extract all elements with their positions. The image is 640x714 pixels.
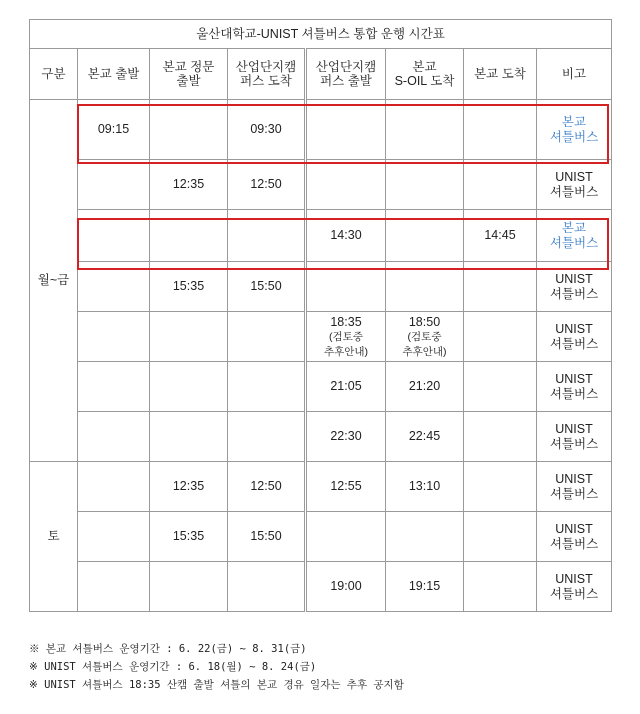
cell — [306, 160, 386, 210]
header-row — [30, 49, 612, 100]
cell — [228, 562, 306, 612]
remark-unist-bus: UNIST 셔틀버스 — [537, 160, 612, 210]
cell — [306, 100, 386, 160]
table-row — [30, 262, 612, 312]
table-row — [30, 462, 612, 512]
remark-campus-bus: 본교 셔틀버스 — [537, 210, 612, 262]
cell — [150, 312, 228, 362]
cell — [78, 512, 150, 562]
cell — [228, 362, 306, 412]
cell: 12:50 — [228, 160, 306, 210]
cell — [386, 262, 464, 312]
cell: 15:35 — [150, 262, 228, 312]
cell — [464, 100, 537, 160]
cell — [78, 462, 150, 512]
cell: 14:45 — [464, 210, 537, 262]
remark-unist-bus: UNIST 셔틀버스 — [537, 262, 612, 312]
cell — [78, 412, 150, 462]
cell: 21:05 — [306, 362, 386, 412]
cell — [150, 412, 228, 462]
cell — [228, 412, 306, 462]
timetable-grid — [29, 19, 612, 612]
cell — [150, 210, 228, 262]
header-campus-departure: 본교 출발 — [78, 49, 150, 100]
cell: 22:30 — [306, 412, 386, 462]
cell — [306, 262, 386, 312]
cell — [464, 160, 537, 210]
cell: 19:00 — [306, 562, 386, 612]
remark-unist-bus: UNIST 셔틀버스 — [537, 312, 612, 362]
table-row — [30, 100, 612, 160]
remark-unist-bus: UNIST 셔틀버스 — [537, 362, 612, 412]
cell — [386, 100, 464, 160]
cell — [464, 412, 537, 462]
header-soil-arrival: 본교 S-OIL 도착 — [386, 49, 464, 100]
cell: 22:45 — [386, 412, 464, 462]
table-row — [30, 512, 612, 562]
cell: 14:30 — [306, 210, 386, 262]
cell — [78, 160, 150, 210]
footnote: ※ UNIST 셔틀버스 운영기간 : 6. 18(월) ~ 8. 24(금) — [29, 661, 317, 673]
table-row — [30, 210, 612, 262]
cell — [78, 362, 150, 412]
footnote: ※ 본교 셔틀버스 운영기간 : 6. 22(금) ~ 8. 31(금) — [29, 643, 307, 655]
table-row — [30, 562, 612, 612]
cell: 15:50 — [228, 512, 306, 562]
page-title: 울산대학교-UNIST 셔틀버스 통합 운행 시간표 — [30, 20, 612, 49]
cell — [78, 312, 150, 362]
group-saturday: 토 — [30, 462, 78, 612]
header-remarks: 비고 — [537, 49, 612, 100]
cell — [228, 312, 306, 362]
cell: 15:50 — [228, 262, 306, 312]
table-row — [30, 362, 612, 412]
table-row — [30, 412, 612, 462]
cell: 09:15 — [78, 100, 150, 160]
header-campus-arrival: 본교 도착 — [464, 49, 537, 100]
cell: 12:55 — [306, 462, 386, 512]
cell — [78, 262, 150, 312]
header-main-gate-departure: 본교 정문 출발 — [150, 49, 228, 100]
cell-with-review: 18:50 (검토중 추후안내) — [386, 312, 464, 362]
timetable — [29, 19, 612, 612]
header-industrial-departure: 산업단지캠 퍼스 출발 — [306, 49, 386, 100]
cell — [386, 210, 464, 262]
cell — [464, 312, 537, 362]
cell: 12:35 — [150, 160, 228, 210]
cell — [464, 562, 537, 612]
cell: 12:50 — [228, 462, 306, 512]
remark-unist-bus: UNIST 셔틀버스 — [537, 512, 612, 562]
cell — [78, 210, 150, 262]
cell: 09:30 — [228, 100, 306, 160]
remark-campus-bus: 본교 셔틀버스 — [537, 100, 612, 160]
cell: 21:20 — [386, 362, 464, 412]
header-industrial-arrival: 산업단지캠 퍼스 도착 — [228, 49, 306, 100]
cell: 19:15 — [386, 562, 464, 612]
cell — [386, 512, 464, 562]
cell: 15:35 — [150, 512, 228, 562]
cell — [150, 562, 228, 612]
header-category: 구분 — [30, 49, 78, 100]
cell — [150, 100, 228, 160]
remark-unist-bus: UNIST 셔틀버스 — [537, 412, 612, 462]
cell-with-review: 18:35 (검토중 추후안내) — [306, 312, 386, 362]
footnotes — [29, 640, 404, 694]
cell: 13:10 — [386, 462, 464, 512]
table-row — [30, 312, 612, 362]
cell — [464, 262, 537, 312]
cell — [464, 512, 537, 562]
footnote: ※ UNIST 셔틀버스 18:35 산캠 출발 셔틀의 본교 경유 일자는 추후 공지함 — [29, 679, 404, 691]
remark-unist-bus: UNIST 셔틀버스 — [537, 462, 612, 512]
cell — [464, 462, 537, 512]
remark-unist-bus: UNIST 셔틀버스 — [537, 562, 612, 612]
cell — [150, 362, 228, 412]
cell — [464, 362, 537, 412]
cell — [306, 512, 386, 562]
cell — [78, 562, 150, 612]
cell: 12:35 — [150, 462, 228, 512]
cell — [228, 210, 306, 262]
table-row — [30, 160, 612, 210]
cell — [386, 160, 464, 210]
group-weekday: 월~금 — [30, 100, 78, 462]
